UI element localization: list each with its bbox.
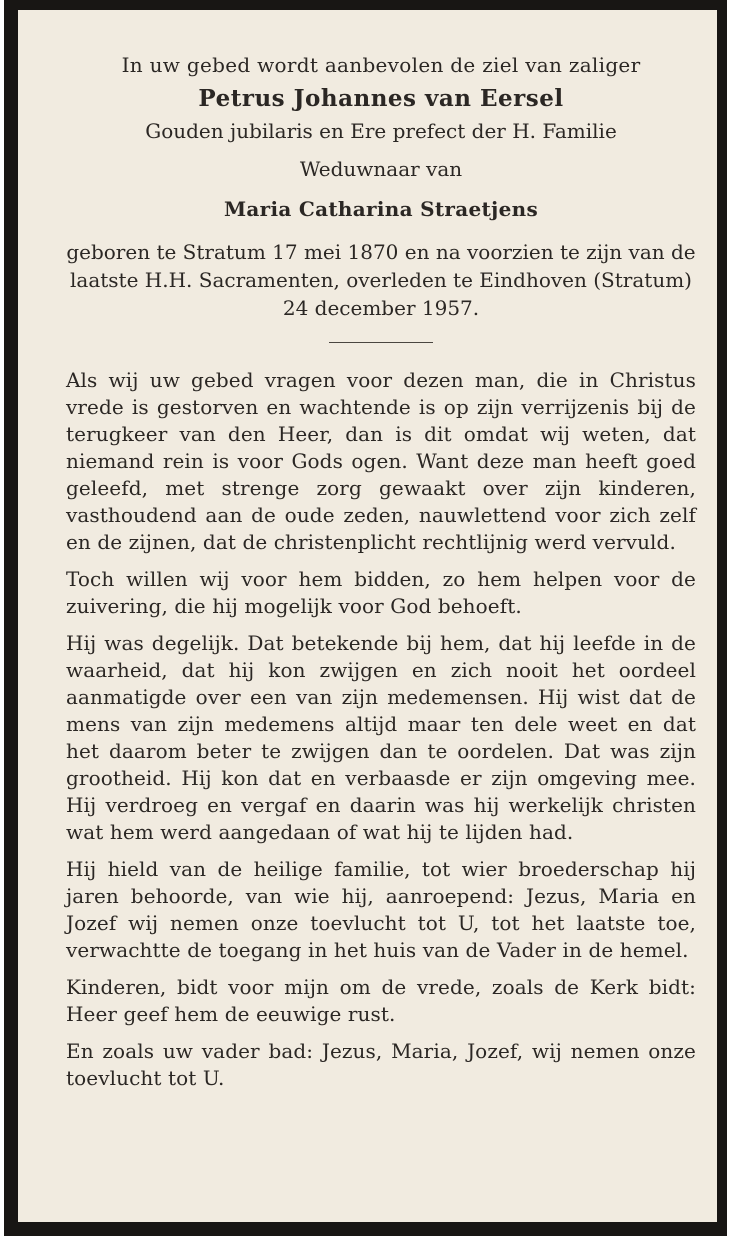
- spouse-name: Maria Catharina Straetjens: [223, 197, 539, 221]
- section-divider: [329, 342, 433, 343]
- paragraph-5: Kinderen, bidt voor mijn om de vrede, zoals de Kerk bidt: Heer geef hem de eeuwige rust.: [66, 975, 696, 1026]
- paragraph-6: En zoals uw vader bad: Jezus, Maria, Jozef, wij nemen onze toevlucht tot U.: [66, 1039, 696, 1090]
- intro-line: In uw gebed wordt aanbevolen de ziel van zaliger: [121, 53, 641, 77]
- paragraph-4: Hij hield van de heilige familie, tot wier broederschap hij jaren behoorde, van wie hij, aanroepend: Jezus, Maria en Jozef wij nemen onze toevlucht tot U, tot het laatste toe, verwachtte de toegang in het huis van de Vader in de hemel.: [66, 857, 696, 962]
- memorial-card-border: [4, 0, 727, 1236]
- paragraph-2: Toch willen wij voor hem bidden, zo hem helpen voor de zuivering, die hij mogelijk voor God behoeft.: [66, 567, 696, 618]
- memorial-card-content: [66, 50, 696, 1102]
- memorial-card-paper: [18, 10, 717, 1222]
- widower-label: Weduwnaar van: [299, 157, 463, 181]
- birth-death-details: geboren te Stratum 17 mei 1870 en na voorzien te zijn van de laatste H.H. Sacramenten, overleden te Eindhoven (Stratum) 24 december 1957.: [66, 240, 696, 320]
- deceased-name: Petrus Johannes van Eersel: [198, 85, 564, 112]
- paragraph-1: Als wij uw gebed vragen voor dezen man, die in Christus vrede is gestorven en wachtende is op zijn verrijzenis bij de terugkeer van den Heer, dan is dit omdat wij weten, dat niemand rein is voor Gods ogen. Want deze man heeft goed geleefd, met strenge zorg gewaakt over zijn kinderen, vasthoudend aan de oude zeden, nauwlettend voor zich zelf en de zijnen, dat de christenplicht rechtlijnig werd vervuld.: [66, 368, 696, 554]
- paragraph-3: Hij was degelijk. Dat betekende bij hem, dat hij leefde in de waarheid, dat hij kon zwijgen en zich nooit het oordeel aanmatigde over een van zijn medemensen. Hij wist dat de mens van zijn medemens altijd maar ten dele weet en dat het daarom beter te zwijgen dan te oordelen. Dat was zijn grootheid. Hij kon dat en verbaasde er zijn omgeving mee. Hij verdroeg en vergaf en daarin was hij werkelijk christen wat hem werd aangedaan of wat hij te lijden had.: [66, 631, 696, 844]
- deceased-title: Gouden jubilaris en Ere prefect der H. Familie: [145, 119, 617, 143]
